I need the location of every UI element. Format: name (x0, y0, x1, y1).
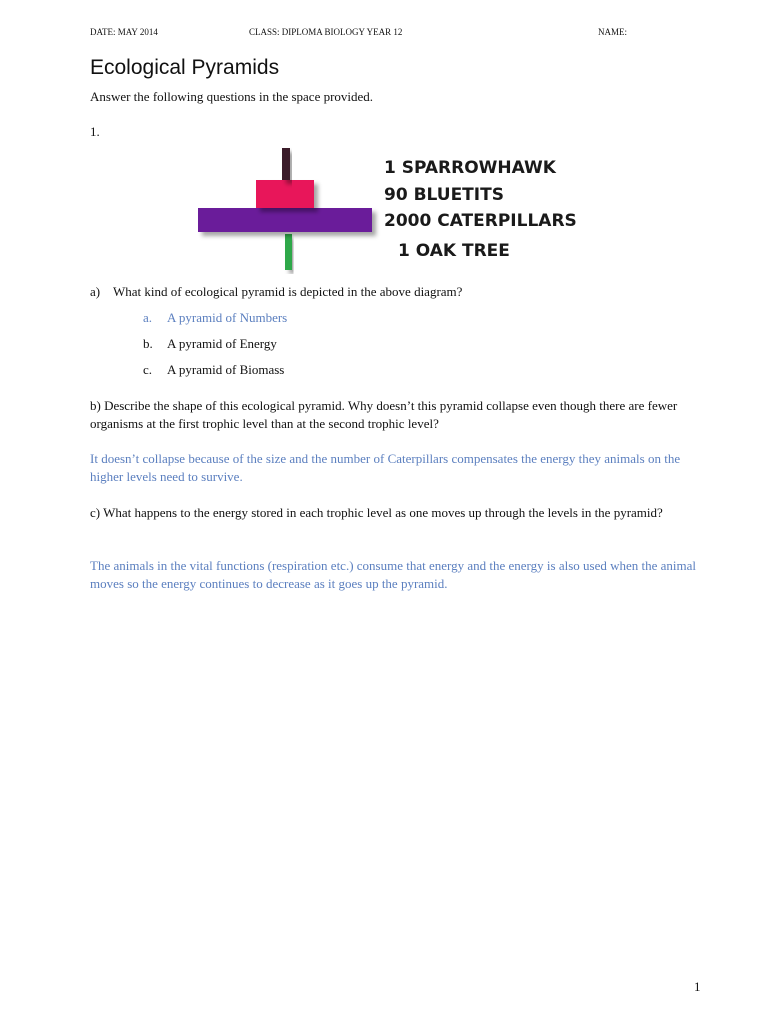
question-a-options (143, 310, 287, 388)
question-c-answer: The animals in the vital functions (respiration etc.) consume that energy and the energy is also used when the animal moves so the energy continues to decrease as it goes up the pyramid. (90, 558, 697, 591)
label-sparrowhawk: 1 SPARROWHAWK (384, 158, 556, 178)
question-c-text: c) What happens to the energy stored in each trophic level as one moves up through the levels in the pyramid? (90, 505, 663, 520)
option-letter: b. (143, 336, 153, 351)
label-oak-tree: 1 OAK TREE (398, 241, 510, 261)
question-b-text: b) Describe the shape of this ecological pyramid. Why doesn’t this pyramid collapse even though there are fewer organisms at the first trophic level than at the second trophic level? (90, 398, 678, 431)
question-a (90, 284, 462, 300)
pyramid-svg (196, 144, 596, 274)
label-bluetits: 90 BLUETITS (384, 185, 504, 205)
instructions: Answer the following questions in the space provided. (90, 89, 374, 104)
option-letter: a. (143, 310, 153, 325)
oak-tree-bar (285, 234, 292, 270)
header-name: NAME: (598, 27, 627, 37)
option-letter: c. (143, 362, 153, 377)
question-b-answer: It doesn’t collapse because of the size and the number of Caterpillars compensates the energy they animals on the higher levels need to survive. (90, 451, 681, 484)
bluetits-bar (256, 180, 314, 208)
option-numbers (143, 310, 287, 336)
option-text: A pyramid of Numbers (167, 310, 288, 325)
header-class: CLASS: DIPLOMA BIOLOGY YEAR 12 (249, 27, 403, 37)
caterpillars-bar (198, 208, 372, 232)
option-text: A pyramid of Energy (167, 336, 277, 351)
page-number: 1 (694, 979, 701, 994)
option-energy (143, 336, 287, 362)
label-caterpillars: 2000 CATERPILLARS (384, 211, 577, 231)
option-biomass (143, 362, 287, 388)
header-date: DATE: MAY 2014 (90, 27, 158, 37)
question-a-label: a) (90, 284, 101, 299)
question-a-text: What kind of ecological pyramid is depicted in the above diagram? (113, 284, 463, 299)
page-header (90, 27, 708, 41)
option-text: A pyramid of Biomass (167, 362, 285, 377)
page-title: Ecological Pyramids (90, 56, 280, 79)
sparrowhawk-bar (282, 148, 290, 180)
pyramid-of-numbers-diagram (196, 144, 596, 274)
question-number: 1. (90, 124, 100, 139)
